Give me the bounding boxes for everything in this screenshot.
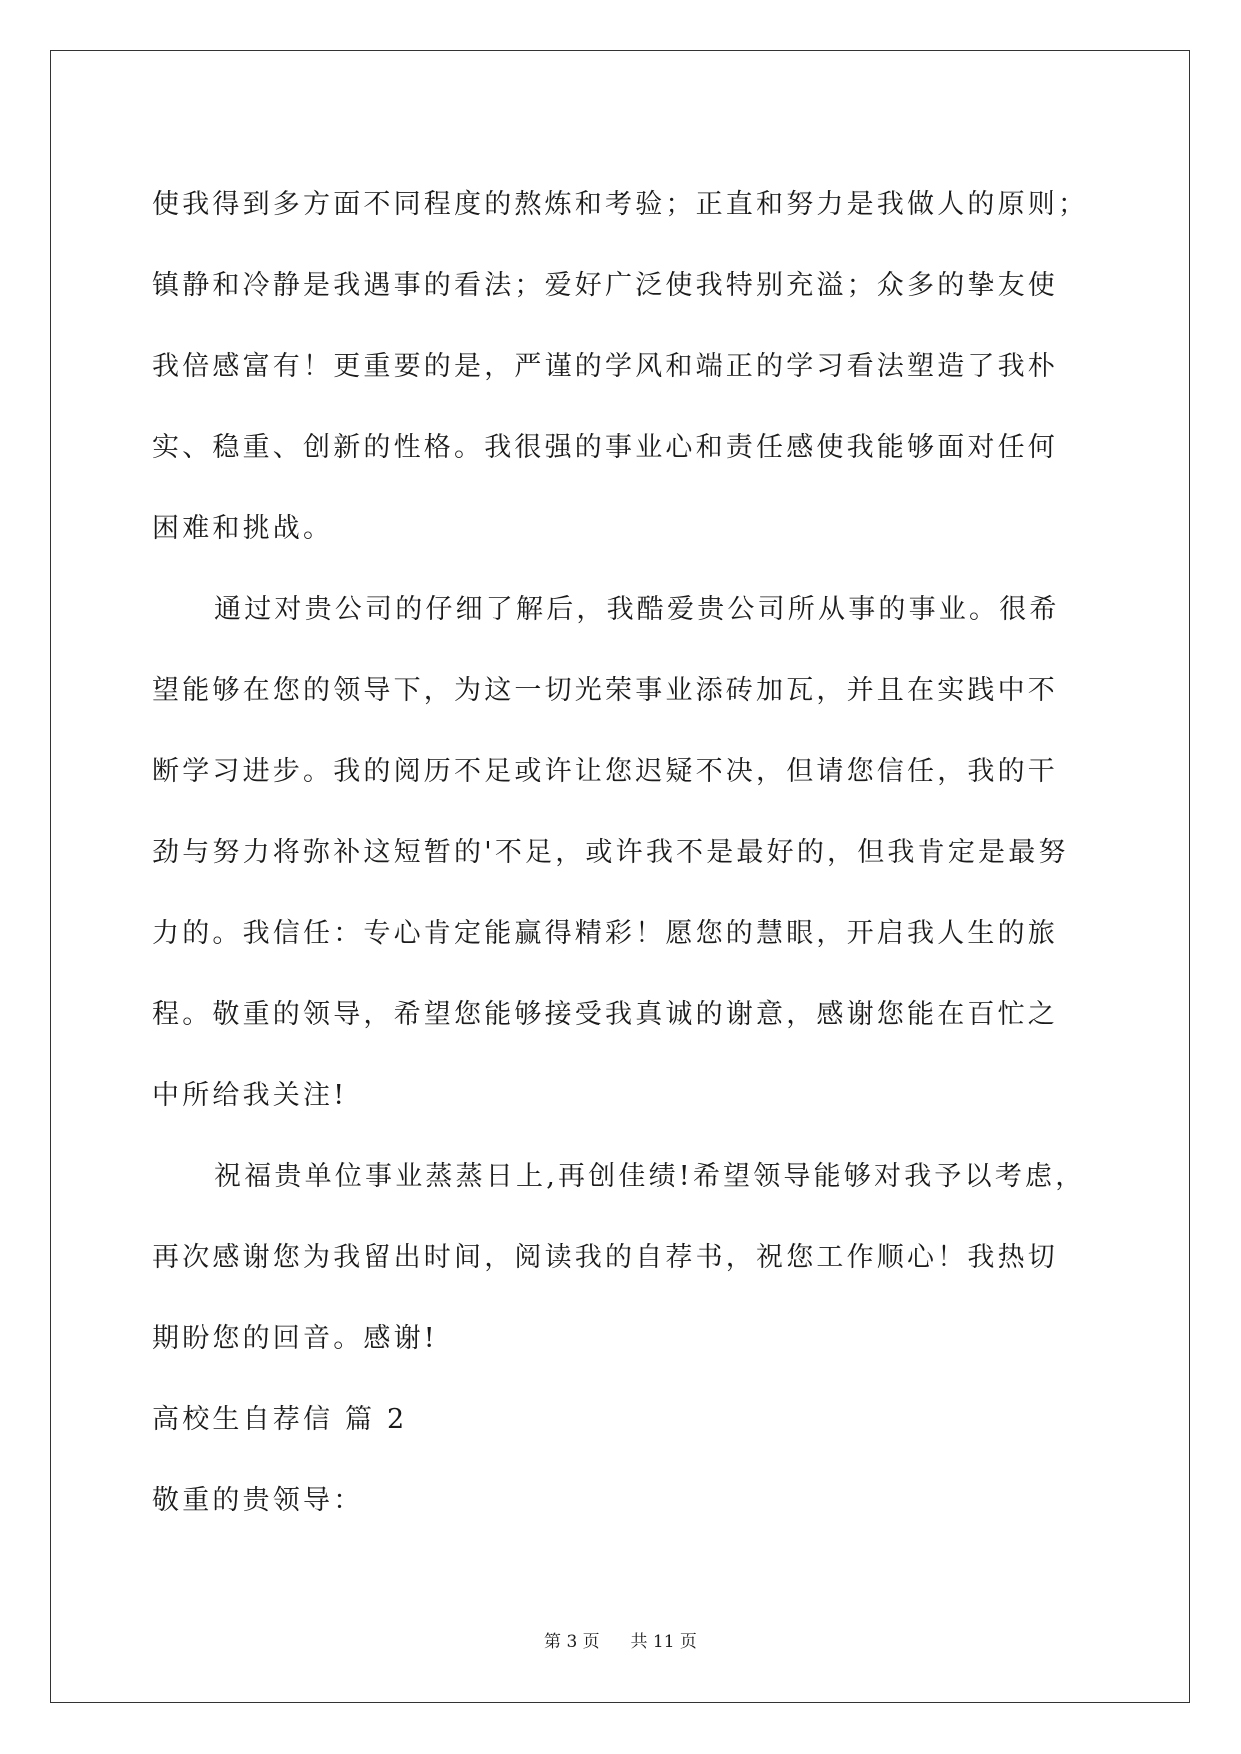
text-line: 我倍感富有！更重要的是，严谨的学风和端正的学习看法塑造了我朴 [152,351,1058,382]
page-total: 共 11 页 [630,1632,697,1652]
section-heading: 高校生自荐信 篇 2 [152,1404,408,1435]
text-line: 再次感谢您为我留出时间，阅读我的自荐书，祝您工作顺心！我热切 [152,1242,1058,1273]
text-line: 期盼您的回音。感谢! [152,1323,438,1354]
text-line: 力的。我信任：专心肯定能赢得精彩！愿您的慧眼，开启我人生的旅 [152,918,1058,949]
salutation: 敬重的贵领导： [152,1485,364,1516]
text-line: 镇静和冷静是我遇事的看法；爱好广泛使我特别充溢；众多的挚友使 [152,270,1058,301]
letter-body [152,164,1092,1541]
text-line: 使我得到多方面不同程度的熬炼和考验；正直和努力是我做人的原则； [152,189,1089,220]
text-line: 断学习进步。我的阅历不足或许让您迟疑不决，但请您信任，我的干 [152,756,1058,787]
text-line: 望能够在您的领导下，为这一切光荣事业添砖加瓦，并且在实践中不 [152,675,1058,706]
text-line: 程。敬重的领导，希望您能够接受我真诚的谢意，感谢您能在百忙之 [152,999,1058,1030]
text-line: 困难和挑战。 [152,513,334,544]
page-number: 第 3 页 [544,1632,600,1652]
paragraph-start-line: 通过对贵公司的仔细了解后，我酷爱贵公司所从事的事业。很希 [214,594,1060,625]
paragraph-start-line: 祝福贵单位事业蒸蒸日上,再创佳绩!希望领导能够对我予以考虑， [214,1161,1086,1192]
text-line: 实、稳重、创新的性格。我很强的事业心和责任感使我能够面对任何 [152,432,1058,463]
text-line: 劲与努力将弥补这短暂的'不足，或许我不是最好的，但我肯定是最努 [152,837,1069,868]
page-footer [0,1627,1241,1652]
text-line: 中所给我关注! [152,1080,348,1111]
